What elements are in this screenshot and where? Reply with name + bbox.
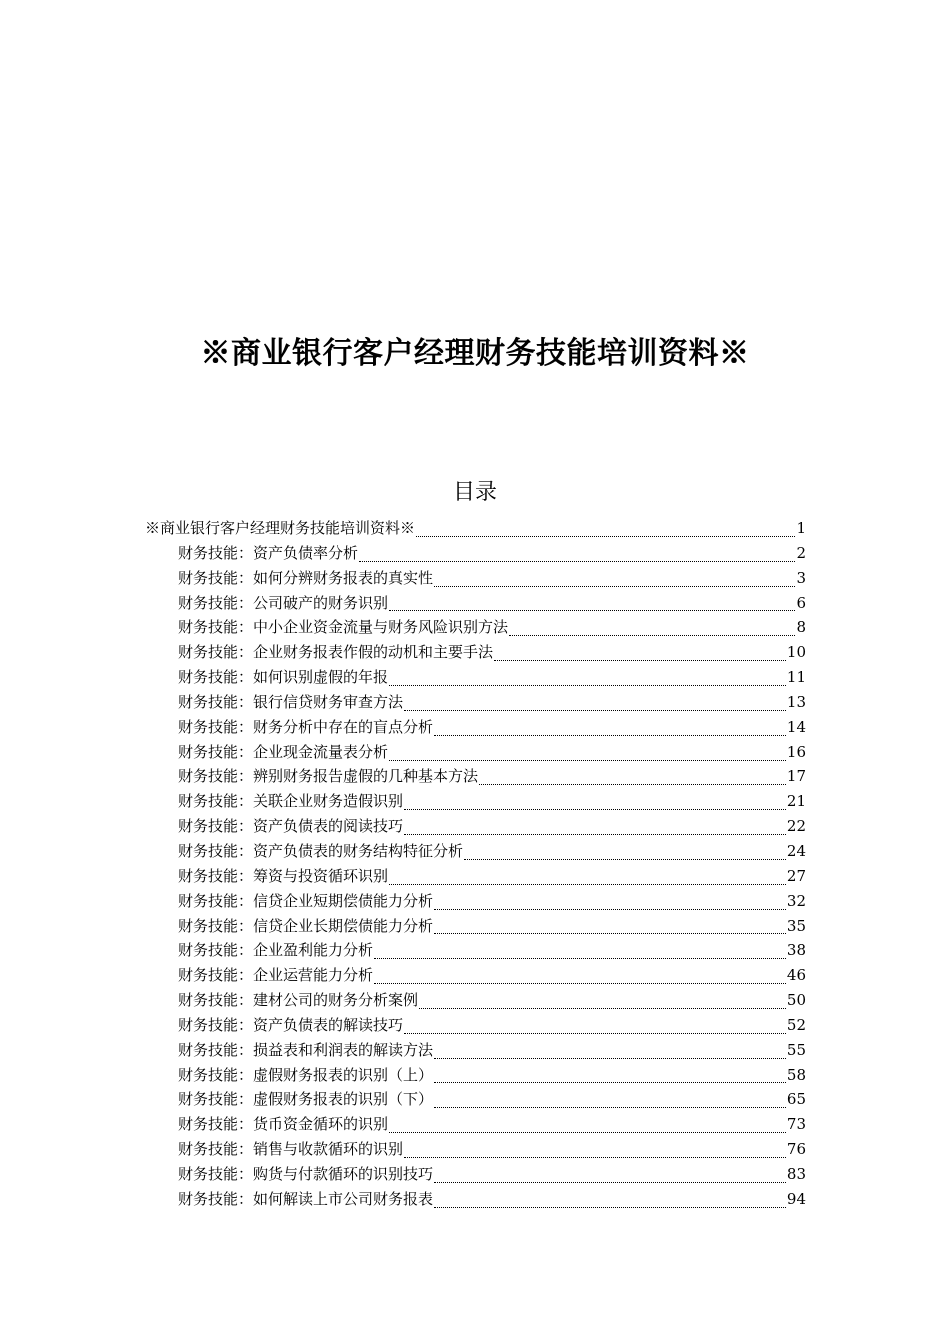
toc-dot-leader (434, 1070, 786, 1083)
toc-entry[interactable] (178, 1013, 806, 1038)
toc-entry-title: 财务技能：信贷企业短期偿债能力分析 (178, 891, 434, 910)
toc-entry-title: 财务技能：企业财务报表作假的动机和主要手法 (178, 643, 494, 662)
toc-entry[interactable] (178, 740, 806, 765)
toc-entry-title: 财务技能：如何识别虚假的年报 (178, 668, 389, 687)
toc-dot-leader (389, 872, 786, 885)
toc-entry-title: 财务技能：财务分析中存在的盲点分析 (178, 717, 434, 736)
toc-entry-title: 财务技能：虚假财务报表的识别（上） (178, 1065, 434, 1084)
toc-dot-leader (389, 1120, 786, 1133)
toc-entry-page: 76 (786, 1140, 806, 1159)
toc-entry-title: ※商业银行客户经理财务技能培训资料※ (145, 519, 416, 537)
toc-entry-page: 24 (786, 841, 806, 860)
toc-entry-page: 65 (786, 1090, 806, 1109)
toc-entry[interactable] (178, 1137, 806, 1162)
toc-dot-leader (374, 971, 786, 984)
toc-dot-leader (434, 921, 786, 934)
toc-entry-page: 38 (786, 941, 806, 960)
toc-entry[interactable] (178, 963, 806, 988)
toc-dot-leader (389, 673, 786, 686)
toc-entry-page: 11 (786, 668, 806, 687)
toc-entry[interactable] (178, 715, 806, 740)
toc-entry-page: 55 (786, 1040, 806, 1059)
toc-dot-leader (434, 1195, 786, 1208)
toc-entry-page: 94 (786, 1189, 806, 1208)
toc-dot-leader (434, 574, 795, 587)
toc-dot-leader (419, 996, 786, 1009)
toc-entry-page: 3 (796, 568, 806, 587)
toc-dot-leader (434, 897, 786, 910)
toc-entry-page: 27 (786, 866, 806, 885)
toc-entry-page: 35 (786, 916, 806, 935)
toc-dot-leader (404, 1021, 786, 1034)
toc-dot-leader (404, 698, 786, 711)
toc-entry[interactable] (178, 1038, 806, 1063)
toc-entry-page: 52 (786, 1015, 806, 1034)
toc-entry-page: 14 (786, 717, 806, 736)
toc-entry[interactable] (178, 1187, 806, 1212)
toc-entry[interactable] (178, 690, 806, 715)
toc-dot-leader (494, 648, 786, 661)
toc-dot-leader (464, 847, 786, 860)
toc-entry-page: 8 (796, 618, 806, 637)
toc-entry[interactable] (178, 1087, 806, 1112)
toc-entry-title: 财务技能：关联企业财务造假识别 (178, 792, 404, 811)
toc-heading: 目录 (452, 480, 497, 505)
table-of-contents (0, 516, 950, 1212)
toc-dot-leader (434, 1046, 786, 1059)
toc-entry-title: 财务技能：资产负债率分析 (178, 543, 359, 562)
toc-dot-leader (359, 549, 795, 562)
toc-entry[interactable] (178, 1162, 806, 1187)
toc-entry-title: 财务技能：销售与收款循环的识别 (178, 1140, 404, 1159)
toc-entry-page: 2 (796, 543, 806, 562)
toc-entry-title: 财务技能：信贷企业长期偿债能力分析 (178, 916, 434, 935)
toc-entry[interactable] (178, 764, 806, 789)
toc-dot-leader (404, 1145, 786, 1158)
toc-entry-title: 财务技能：建材公司的财务分析案例 (178, 991, 419, 1010)
toc-entry-title: 财务技能：企业现金流量表分析 (178, 742, 389, 761)
toc-entry[interactable] (178, 914, 806, 939)
toc-entry-title: 财务技能：货币资金循环的识别 (178, 1115, 389, 1134)
toc-entry-page: 58 (786, 1065, 806, 1084)
toc-entry-title: 财务技能：如何解读上市公司财务报表 (178, 1189, 434, 1208)
toc-dot-leader (404, 822, 786, 835)
toc-entry-page: 21 (786, 792, 806, 811)
toc-entry-title: 财务技能：中小企业资金流量与财务风险识别方法 (178, 618, 509, 637)
toc-entry-title: 财务技能：虚假财务报表的识别（下） (178, 1090, 434, 1109)
toc-entry[interactable] (178, 789, 806, 814)
toc-entry-title: 财务技能：购货与付款循环的识别技巧 (178, 1164, 434, 1183)
toc-entry-page: 13 (786, 692, 806, 711)
toc-entry[interactable] (178, 864, 806, 889)
toc-entry[interactable] (145, 516, 806, 541)
toc-entry-title: 财务技能：资产负债表的解读技巧 (178, 1015, 404, 1034)
toc-dot-leader (389, 598, 795, 611)
toc-entry-title: 财务技能：资产负债表的财务结构特征分析 (178, 841, 464, 860)
toc-entry[interactable] (178, 665, 806, 690)
toc-entry[interactable] (178, 839, 806, 864)
toc-dot-leader (434, 723, 786, 736)
toc-entry-title: 财务技能：筹资与投资循环识别 (178, 866, 389, 885)
toc-entry[interactable] (178, 541, 806, 566)
toc-entry-page: 32 (786, 891, 806, 910)
toc-entry[interactable] (178, 889, 806, 914)
document-title: ※商业银行客户经理财务技能培训资料※ (200, 336, 750, 371)
toc-entry-page: 17 (786, 767, 806, 786)
toc-entry-title: 财务技能：企业盈利能力分析 (178, 941, 374, 960)
toc-dot-leader (404, 797, 786, 810)
toc-entry-page: 6 (796, 593, 806, 612)
toc-entry-page: 83 (786, 1164, 806, 1183)
toc-entry-page: 46 (786, 966, 806, 985)
toc-dot-leader (434, 1095, 786, 1108)
toc-entry[interactable] (178, 988, 806, 1013)
toc-entry[interactable] (178, 615, 806, 640)
toc-dot-leader (434, 1170, 786, 1183)
toc-dot-leader (416, 524, 795, 537)
toc-dot-leader (509, 623, 795, 636)
toc-entry-title: 财务技能：公司破产的财务识别 (178, 593, 389, 612)
toc-entry-title: 财务技能：损益表和利润表的解读方法 (178, 1040, 434, 1059)
toc-entry-page: 10 (786, 643, 806, 662)
toc-entry-title: 财务技能：银行信贷财务审查方法 (178, 692, 404, 711)
toc-entry[interactable] (178, 1063, 806, 1088)
toc-entry-title: 财务技能：企业运营能力分析 (178, 966, 374, 985)
toc-entry[interactable] (178, 640, 806, 665)
toc-entry[interactable] (178, 938, 806, 963)
toc-entry-title: 财务技能：资产负债表的阅读技巧 (178, 817, 404, 836)
toc-entry-page: 1 (796, 519, 806, 537)
toc-entry[interactable] (178, 1112, 806, 1137)
toc-dot-leader (479, 772, 786, 785)
toc-entry-page: 73 (786, 1115, 806, 1134)
toc-entry-page: 16 (786, 742, 806, 761)
toc-dot-leader (374, 946, 786, 959)
toc-entry-title: 财务技能：辨别财务报告虚假的几种基本方法 (178, 767, 479, 786)
toc-entry[interactable] (178, 591, 806, 616)
toc-entry[interactable] (178, 566, 806, 591)
toc-entry-page: 22 (786, 817, 806, 836)
toc-entry[interactable] (178, 814, 806, 839)
toc-dot-leader (389, 748, 786, 761)
toc-entry-page: 50 (786, 991, 806, 1010)
toc-entry-title: 财务技能：如何分辨财务报表的真实性 (178, 568, 434, 587)
